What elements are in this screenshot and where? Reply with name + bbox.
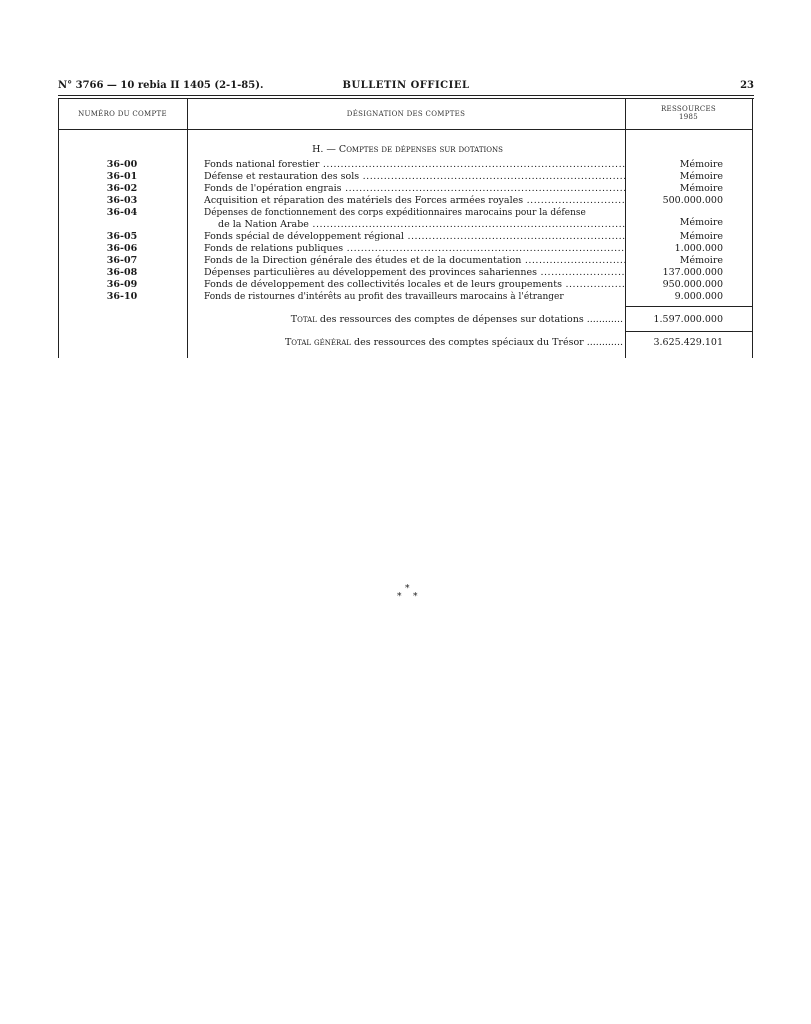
section-label: H. — xyxy=(312,144,336,155)
account-amount: 950.000.000 xyxy=(662,279,723,290)
account-number: 36-03 xyxy=(106,195,138,206)
asterism-star: * xyxy=(413,592,418,602)
general-total-text: des ressources des comptes spéciaux du Trésor ............ xyxy=(353,337,623,348)
section-total-label: Total xyxy=(290,314,317,325)
account-number: 36-09 xyxy=(106,279,138,290)
amount-rule-2 xyxy=(625,331,753,332)
account-designation: Fonds spécial de développement régional ..... xyxy=(204,231,625,243)
page-number: 23 xyxy=(740,80,754,91)
asterism-star: * xyxy=(397,592,402,602)
account-number: 36-07 xyxy=(106,255,138,266)
account-amount: Mémoire xyxy=(679,231,723,242)
header-rule-top xyxy=(58,95,754,96)
account-designation: Fonds de développement des collectivités locales et de leurs groupements ..... xyxy=(204,279,625,291)
account-designation: Fonds de la Direction générale des études et de la documentation ..... xyxy=(204,255,625,267)
column-separator-1 xyxy=(187,99,188,358)
issue-reference: N° 3766 — 10 rebia II 1405 (2-1-85). xyxy=(58,80,264,91)
account-designation: Défense et restauration des sols ..... xyxy=(204,171,625,183)
column-header-resources: RESSOURCES xyxy=(660,105,717,113)
account-number: 36-02 xyxy=(106,183,138,194)
account-amount: Mémoire xyxy=(679,255,723,266)
general-total xyxy=(189,337,623,349)
account-number: 36-00 xyxy=(106,159,138,170)
general-total-label: Total général xyxy=(284,337,351,348)
account-designation: Acquisition et réparation des matériels des Forces armées royales ..... xyxy=(204,195,625,207)
amount-rule-1 xyxy=(625,306,753,307)
account-designation: Fonds de ristournes d'intérêts au profit des travailleurs marocains à l'étranger xyxy=(204,292,564,302)
column-separator-2 xyxy=(625,99,626,358)
account-number: 36-10 xyxy=(106,291,138,302)
general-total-amount: 3.625.429.101 xyxy=(653,337,723,348)
accounts-table xyxy=(58,99,754,358)
account-number: 36-06 xyxy=(106,243,138,254)
page-header xyxy=(58,80,754,94)
asterism-star: * xyxy=(405,584,410,594)
account-number: 36-08 xyxy=(106,267,138,278)
account-designation: Fonds national forestier ..... xyxy=(204,159,625,171)
section-total xyxy=(189,314,623,326)
account-number: 36-04 xyxy=(106,207,138,218)
section-total-text: des ressources des comptes de dépenses sur dotations ............ xyxy=(319,314,623,325)
account-amount: 137.000.000 xyxy=(662,267,723,278)
asterism-ornament xyxy=(394,584,424,604)
account-amount: 1.000.000 xyxy=(674,243,723,254)
account-designation: Dépenses particulières au développement des provinces sahariennes ..... xyxy=(204,267,625,279)
account-amount: 500.000.000 xyxy=(662,195,723,206)
section-total-amount: 1.597.000.000 xyxy=(653,314,723,325)
column-header-year: 1985 xyxy=(678,113,698,121)
column-header-designation: DÉSIGNATION DES COMPTES xyxy=(346,110,466,118)
header-row-divider xyxy=(58,129,753,130)
account-amount: Mémoire xyxy=(679,159,723,170)
account-designation: Dépenses de fonctionnement des corps expéditionnaires marocains pour la défense xyxy=(204,208,586,218)
account-number: 36-01 xyxy=(106,171,138,182)
account-number: 36-05 xyxy=(106,231,138,242)
account-amount: 9.000.000 xyxy=(674,291,723,302)
account-amount: Mémoire xyxy=(679,217,723,228)
table-right-border xyxy=(752,99,753,358)
account-designation: Fonds de l'opération engrais ..... xyxy=(204,183,625,195)
account-designation: Fonds de relations publiques ..... xyxy=(204,243,625,255)
account-amount: Mémoire xyxy=(679,171,723,182)
section-title xyxy=(189,144,626,155)
column-header-number: NUMÉRO DU COMPTE xyxy=(78,110,167,118)
account-amount: Mémoire xyxy=(679,183,723,194)
publication-title: BULLETIN OFFICIEL xyxy=(342,80,470,91)
account-designation-continued: de la Nation Arabe ..... xyxy=(218,219,625,231)
section-heading: Comptes de dépenses sur dotations xyxy=(338,144,503,155)
